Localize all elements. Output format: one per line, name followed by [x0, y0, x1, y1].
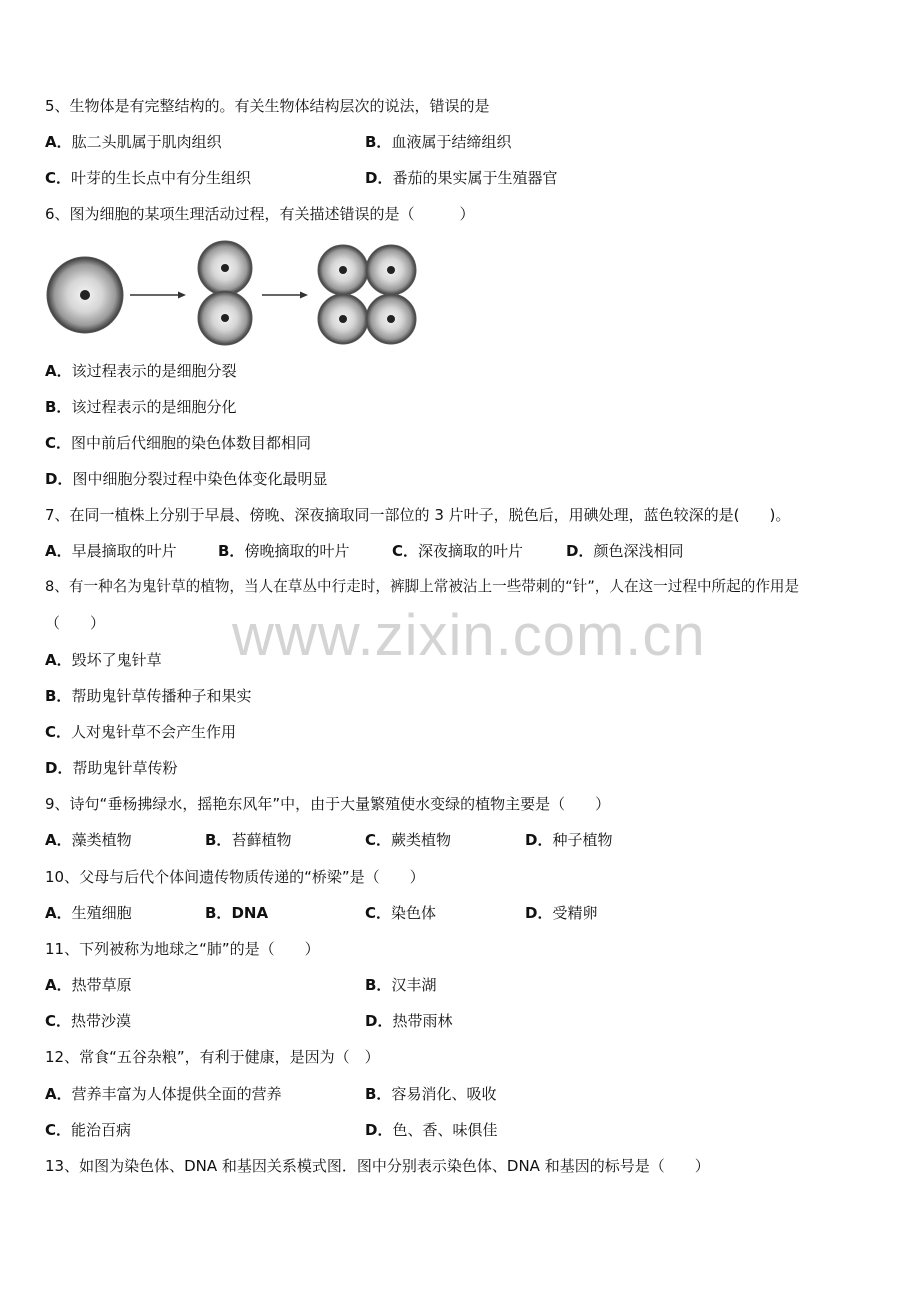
question-10-option-c: C．染色体 [365, 904, 437, 922]
question-8-option-d: D．帮助鬼针草传粉 [45, 759, 178, 777]
question-6-option-b: B．该过程表示的是细胞分化 [45, 398, 237, 416]
question-9-option-b: B．苔藓植物 [205, 831, 292, 849]
four-cells [318, 245, 416, 344]
question-8-option-c: C．人对鬼针草不会产生作用 [45, 723, 237, 741]
question-6-option-c: C．图中前后代细胞的染色体数目都相同 [45, 434, 312, 452]
question-12-option-b: B．容易消化、吸收 [365, 1085, 497, 1103]
question-12-stem: 12、常食“五谷杂粮”，有利于健康，是因为（ ） [45, 1048, 380, 1066]
question-12-option-c: C．能治百病 [45, 1121, 132, 1139]
question-6-option-a: A．该过程表示的是细胞分裂 [45, 362, 237, 380]
question-9-option-a: A．藻类植物 [45, 831, 132, 849]
question-11-option-d: D．热带雨林 [365, 1012, 453, 1030]
arrow-icon [130, 292, 186, 299]
question-8-option-a: A．毁坏了鬼针草 [45, 651, 162, 669]
question-5-stem: 5、生物体是有完整结构的。有关生物体结构层次的说法，错误的是 [45, 97, 490, 115]
question-11-stem: 11、下列被称为地球之“肺”的是（ ） [45, 940, 320, 958]
two-cells [198, 241, 252, 345]
watermark: www.zixin.com.cn [232, 603, 706, 668]
question-5-option-a: A．肱二头肌属于肌肉组织 [45, 133, 222, 151]
question-9-stem: 9、诗句“垂杨拂绿水，摇艳东风年”中，由于大量繁殖使水变绿的植物主要是（ ） [45, 795, 611, 813]
question-12-option-a: A．营养丰富为人体提供全面的营养 [45, 1085, 282, 1103]
question-11-option-b: B．汉丰湖 [365, 976, 437, 994]
question-8-stem-bracket: （ ） [45, 614, 106, 632]
question-8-stem: 8、有一种名为鬼针草的植物，当人在草丛中行走时，裤脚上常被沾上一些带刺的“针”，人在这一过程中所起的作用是 [45, 578, 800, 595]
question-6-option-d: D．图中细胞分裂过程中染色体变化最明显 [45, 470, 328, 488]
question-9-option-d: D．种子植物 [525, 831, 613, 849]
question-8-option-b: B．帮助鬼针草传播种子和果实 [45, 687, 252, 705]
question-5-option-c: C．叶芽的生长点中有分生组织 [45, 169, 252, 187]
arrow-icon [262, 292, 308, 299]
question-6-stem: 6、图为细胞的某项生理活动过程，有关描述错误的是（ ） [45, 205, 475, 223]
question-10-option-b: B．DNA [205, 904, 269, 922]
question-7-option-c: C．深夜摘取的叶片 [392, 542, 524, 560]
question-5-option-b: B．血液属于结缔组织 [365, 133, 512, 151]
question-7-option-a: A．早晨摘取的叶片 [45, 542, 177, 560]
question-10-stem: 10、父母与后代个体间遗传物质传递的“桥梁”是（ ） [45, 868, 425, 886]
question-13-stem: 13、如图为染色体、DNA 和基因关系模式图．图中分别表示染色体、DNA 和基因的标号是（ ） [45, 1157, 710, 1175]
question-5-option-d: D．番茄的果实属于生殖器官 [365, 169, 558, 187]
question-11-option-a: A．热带草原 [45, 976, 132, 994]
question-7-stem: 7、在同一植株上分别于早晨、傍晚、深夜摘取同一部位的 3 片叶子，脱色后，用碘处理，蓝色较深的是( )。 [45, 506, 791, 524]
question-7-option-d: D．颜色深浅相同 [566, 542, 684, 560]
question-10-option-a: A．生殖细胞 [45, 904, 132, 922]
question-10-option-d: D．受精卵 [525, 904, 598, 922]
question-9-option-c: C．蕨类植物 [365, 831, 452, 849]
question-11-option-c: C．热带沙漠 [45, 1012, 132, 1030]
question-12-option-d: D．色、香、味俱佳 [365, 1121, 498, 1139]
single-cell [47, 257, 123, 333]
cell-division-diagram [40, 238, 430, 350]
question-7-option-b: B．傍晚摘取的叶片 [218, 542, 350, 560]
nucleus-icon [80, 290, 90, 300]
